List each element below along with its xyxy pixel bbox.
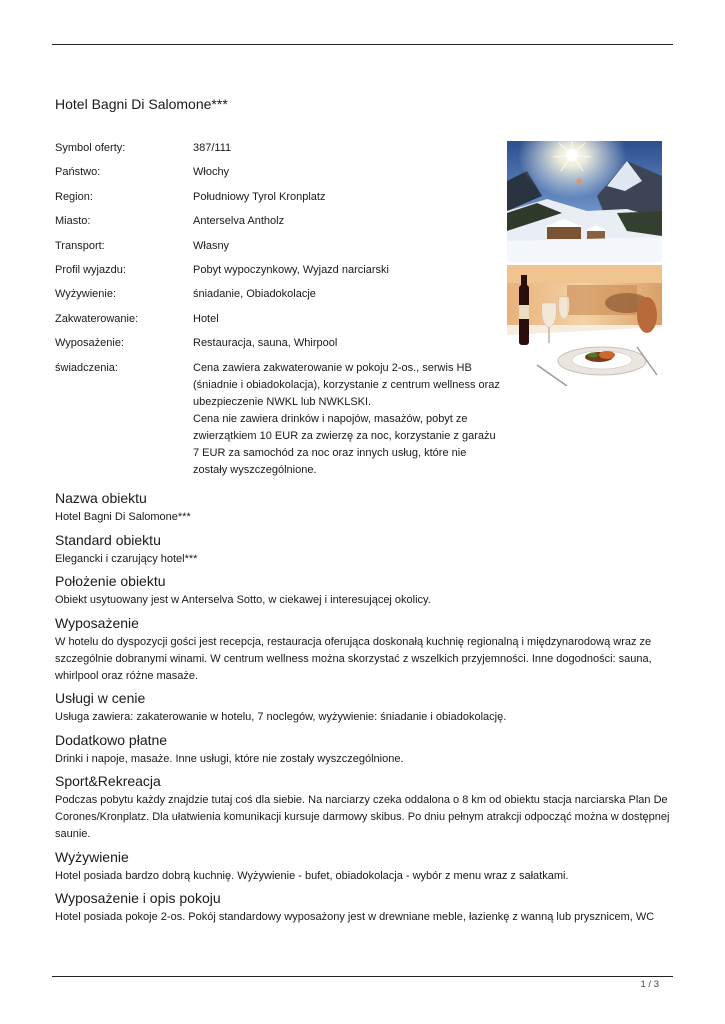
description-section [55, 687, 675, 726]
offer-row-value [193, 164, 505, 181]
offer-row [55, 189, 505, 206]
section-body-line: Hotel posiada bardzo dobrą kuchnię. Wyżywienie - bufet, obiadokolacja - wybór z menu wraz z sałatkami. [55, 869, 569, 882]
offer-row-value-line: Pobyt wypoczynkowy, Wyjazd narciarski [193, 263, 389, 276]
offer-row [55, 238, 505, 255]
offer-row-value [193, 213, 505, 230]
offer-row [55, 262, 505, 279]
offer-row-value-line: Południowy Tyrol Kronplatz [193, 190, 326, 203]
offer-details-table [55, 140, 505, 486]
section-body-line: Hotel Bagni Di Salomone*** [55, 511, 191, 523]
offer-row-value-line: ubezpieczenie NWKL lub NWKLSKI. [193, 395, 372, 408]
section-heading: Wyżywienie [55, 848, 129, 865]
section-heading: Dodatkowo płatne [55, 731, 168, 748]
description-section [55, 529, 675, 568]
offer-row-value-line: zwierzątkiem 10 EUR za zwierzę za noc, korzystanie z garażu [193, 429, 496, 442]
offer-row [55, 311, 505, 328]
offer-row-value-line: 387/111 [193, 142, 232, 154]
offer-row-value-line: Anterselva Antholz [193, 215, 285, 228]
description-section [55, 570, 675, 609]
section-body [55, 509, 675, 526]
section-heading: Usługi w cenie [55, 690, 146, 706]
section-body-line: Obiekt usytuowany jest w Anterselva Sotto, w ciekawej i interesującej okolicy. [55, 594, 431, 606]
offer-row-value [193, 189, 505, 206]
description-section [55, 729, 675, 768]
description-section [55, 612, 675, 685]
offer-row-value-line: Włochy [193, 166, 230, 179]
offer-row-value-line: Własny [193, 239, 230, 252]
offer-row-value-line: Cena zawiera zakwaterowanie w pokoju 2-os., serwis HB [193, 361, 472, 374]
offer-row-value-line: Cena nie zawiera drinków i napojów, masażów, pobyt ze [193, 412, 468, 425]
offer-row-label: Region: [55, 190, 93, 203]
section-body [55, 751, 675, 768]
section-body-line: Hotel posiada pokoje 2-os. Pokój standardowy wyposażony jest w drewniane meble, łazienkę z wanną lub prysznicem, WC [55, 911, 655, 923]
offer-row-label: Państwo: [55, 166, 101, 179]
section-heading: Nazwa obiektu [55, 490, 147, 506]
section-body [55, 551, 675, 568]
offer-row-label: świadczenia: [55, 361, 118, 374]
description-sections [55, 487, 675, 929]
section-body-line: Elegancki i czarujący hotel*** [55, 552, 198, 565]
section-body [55, 592, 675, 609]
offer-row-value [193, 335, 505, 352]
section-heading: Wyposażenie i opis pokoju [55, 890, 221, 906]
section-body-line: W hotelu do dyspozycji gości jest recepcja, restauracja oferująca doskonałą kuchnię regionalną i międzynarodową wraz ze [55, 635, 652, 648]
section-heading: Sport&Rekreacja [55, 773, 161, 789]
section-body [55, 634, 675, 685]
header-rule [52, 44, 673, 45]
offer-row-label: Miasto: [55, 215, 91, 228]
section-heading: Standard obiektu [55, 531, 161, 548]
offer-row [55, 335, 505, 352]
section-body [55, 792, 675, 843]
description-section [55, 770, 675, 843]
section-heading: Położenie obiektu [55, 573, 166, 589]
offer-row-label: Zakwaterowanie: [55, 312, 139, 325]
description-section [55, 846, 675, 885]
offer-row-value-line: 7 EUR za samochód za noc oraz innych usług, które nie [193, 446, 467, 459]
offer-row [55, 164, 505, 181]
offer-row [55, 213, 505, 230]
offer-row-value-line: śniadanie, Obiadokolacje [193, 288, 316, 301]
offer-row-value [193, 262, 505, 279]
section-body-line: Podczas pobytu każdy znajdzie tutaj coś dla siebie. Na narciarzy czeka oddalona o 8 km od obiektu stacja narciarska Plan De [55, 794, 668, 806]
page-title: Hotel Bagni Di Salomone*** [55, 96, 228, 112]
offer-row-value [193, 238, 505, 255]
offer-row [55, 360, 505, 479]
footer-rule [52, 976, 673, 977]
offer-row-value [193, 286, 505, 303]
hotel-winter-photo [507, 141, 662, 262]
offer-row-value-line: (śniadnie i obiadokolacja), korzystanie z centrum wellness oraz [193, 378, 500, 391]
offer-row [55, 286, 505, 303]
offer-row [55, 140, 505, 157]
offer-row-label: Transport: [55, 239, 105, 252]
section-body-line: szczególnie dobranymi winami. W centrum wellness można skorzystać z wszelkich przyjemności. Inne dogodności: sauna, [55, 652, 652, 665]
offer-row-label: Wyposażenie: [55, 337, 124, 350]
section-body-line: Drinki i napoje, masaże. Inne usługi, które nie zostały wyszczególnione. [55, 752, 404, 765]
section-body-line: Corones/Kronplatz. Dla ułatwienia komunikacji kursuje darmowy skibus. Po dniu pełnym atrakcji odpocząć można w dostępnej [55, 811, 670, 823]
offer-row-value-line: Hotel [193, 312, 219, 325]
description-section [55, 487, 675, 526]
hotel-restaurant-photo [507, 265, 662, 386]
offer-row-label: Wyżywienie: [55, 288, 117, 301]
page-number: 1 / 3 [640, 979, 659, 990]
offer-row-value-line: Restauracja, sauna, Whirpool [193, 337, 338, 350]
section-body [55, 868, 675, 885]
section-body [55, 709, 675, 726]
offer-row-label: Symbol oferty: [55, 142, 126, 154]
offer-row-value [193, 140, 505, 157]
offer-row-value-line: zostały wyszczególnione. [193, 463, 317, 476]
section-body-line: whirlpool oraz różne masaże. [55, 669, 199, 682]
description-section [55, 887, 675, 926]
section-body-line: saunie. [55, 828, 91, 840]
offer-row-label: Profil wyjazdu: [55, 263, 126, 276]
section-heading: Wyposażenie [55, 614, 139, 631]
offer-row-value [193, 311, 505, 328]
offer-row-value [193, 360, 505, 479]
section-body [55, 909, 675, 926]
section-body-line: Usługa zawiera: zakaterowanie w hotelu, 7 noclegów, wyżywienie: śniadanie i obiadokolację. [55, 711, 507, 723]
